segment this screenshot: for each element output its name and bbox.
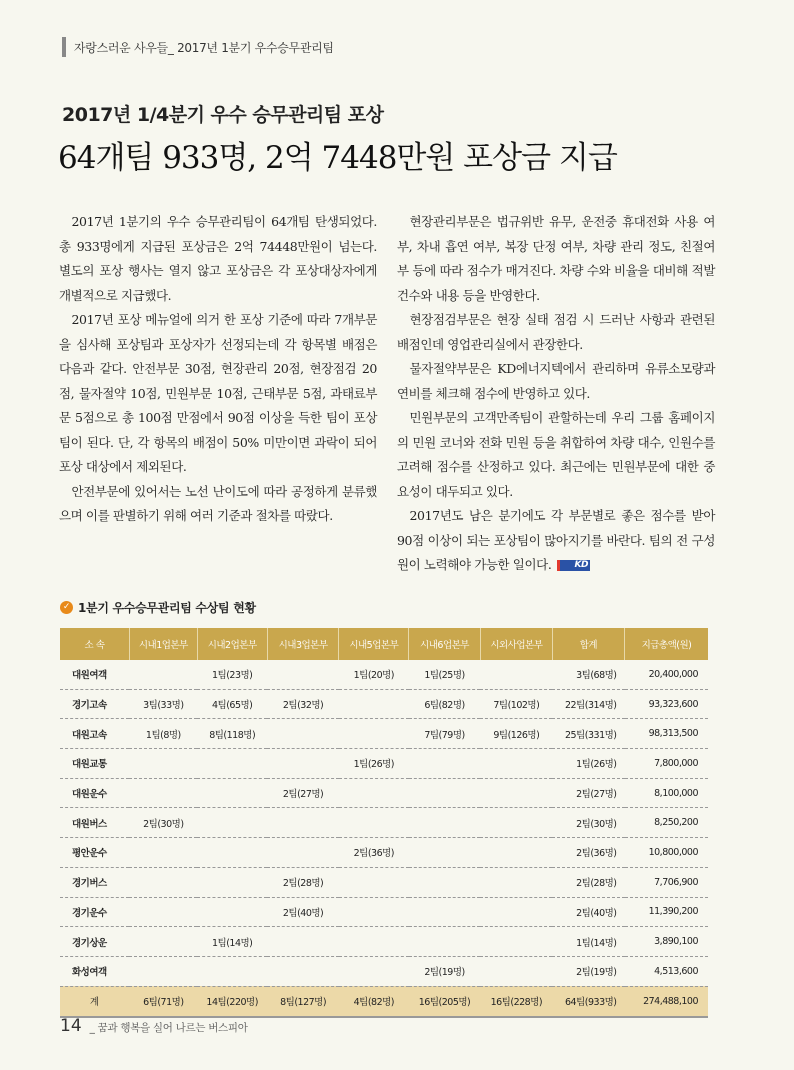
table-cell: 2팀(32명) (267, 689, 339, 719)
row-label-cell: 대원버스 (60, 808, 129, 838)
table-cell: 1팀(20명) (339, 660, 409, 689)
table-cell: 7,800,000 (625, 749, 708, 779)
table-cell: 7팀(79명) (409, 719, 481, 749)
table-cell: 7팀(102명) (480, 689, 552, 719)
table-cell: 1팀(8명) (129, 719, 197, 749)
table-cell (339, 956, 409, 986)
table-cell: 8팀(127명) (267, 986, 339, 1017)
table-cell: 6팀(71명) (129, 986, 197, 1017)
table-cell: 2팀(28명) (267, 867, 339, 897)
table-cell: 4팀(65명) (197, 689, 267, 719)
table-total-row (60, 986, 708, 1017)
paragraph: 2017년 1분기의 우수 승무관리팀이 64개팀 탄생되었다. 총 933명에게 지급된 포상금은 2억 74448만원이 넘는다. 별도의 포상 행사는 열지 않고 포상금은 각 포상대상자에게 개별적으로 지급했다. (59, 214, 377, 303)
table-row (60, 660, 708, 689)
table-row (60, 897, 708, 927)
paragraph: 물자절약부문은 KD에너지텍에서 관리하며 유류소모량과 연비를 체크해 점수에 반영하고 있다. (397, 361, 715, 401)
header-cell: 지급총액(원) (625, 628, 708, 660)
table-cell (339, 778, 409, 808)
table-cell (409, 927, 481, 957)
table-cell (197, 778, 267, 808)
table-cell (267, 927, 339, 957)
table-cell (267, 719, 339, 749)
table-row (60, 808, 708, 838)
kd-logo-icon: KD (557, 560, 590, 571)
table-cell (409, 778, 481, 808)
table-cell: 14팀(220명) (197, 986, 267, 1017)
table-cell (339, 808, 409, 838)
row-label-cell: 평안운수 (60, 838, 129, 868)
table-cell (267, 956, 339, 986)
check-circle-icon: ✓ (60, 601, 73, 614)
table-cell (339, 897, 409, 927)
paragraph: 현장관리부문은 법규위반 유무, 운전중 휴대전화 사용 여부, 차내 흡연 여부, 복장 단정 여부, 차량 관리 정도, 친절여부 등에 따라 점수가 매겨진다. 차량 수와 비율을 대비해 적발 건수와 내용 등을 반영한다. (397, 214, 715, 303)
row-label-cell: 계 (60, 986, 129, 1017)
table-cell: 274,488,100 (625, 986, 708, 1017)
row-label-cell: 경기운수 (60, 897, 129, 927)
table-cell: 16팀(228명) (480, 986, 552, 1017)
header-cell: 시내2업본부 (197, 628, 267, 660)
table-row (60, 689, 708, 719)
table-cell (129, 897, 197, 927)
table-row (60, 749, 708, 779)
table-cell (480, 897, 552, 927)
table-cell: 20,400,000 (625, 660, 708, 689)
table-cell: 3팀(33명) (129, 689, 197, 719)
table-cell (129, 867, 197, 897)
table-cell: 2팀(19명) (552, 956, 624, 986)
header-cell: 시외사업본부 (480, 628, 552, 660)
section-label: 자랑스러운 사우들_ 2017년 1분기 우수승무관리팀 (74, 40, 334, 55)
table-cell (480, 749, 552, 779)
table-cell: 2팀(36명) (552, 838, 624, 868)
table-row (60, 838, 708, 868)
paragraph: 안전부문에 있어서는 노선 난이도에 따라 공정하게 분류했으며 이를 판별하기 위해 여러 기준과 절차를 따랐다. (59, 483, 377, 523)
section-header (62, 37, 334, 57)
article-subtitle: 2017년 1/4분기 우수 승무관리팀 포상 (62, 104, 384, 126)
table-caption (60, 599, 256, 616)
table-cell (480, 927, 552, 957)
table-cell: 1팀(26명) (339, 749, 409, 779)
table-cell: 8팀(118명) (197, 719, 267, 749)
table-cell (129, 749, 197, 779)
row-label-cell: 대원고속 (60, 719, 129, 749)
table-row (60, 778, 708, 808)
table-cell: 22팀(314명) (552, 689, 624, 719)
table-cell (129, 927, 197, 957)
award-table (60, 628, 708, 1018)
table-cell (197, 838, 267, 868)
table-cell (409, 749, 481, 779)
table-cell: 2팀(19명) (409, 956, 481, 986)
table-cell (480, 956, 552, 986)
table-cell: 1팀(14명) (197, 927, 267, 957)
table-row (60, 956, 708, 986)
table-cell: 2팀(36명) (339, 838, 409, 868)
table-cell: 16팀(205명) (409, 986, 481, 1017)
table-cell: 1팀(14명) (552, 927, 624, 957)
article-column-left (59, 210, 377, 529)
row-label-cell: 대원운수 (60, 778, 129, 808)
table-cell (129, 778, 197, 808)
page-number: 14 (60, 1016, 82, 1036)
table-cell: 7,706,900 (625, 867, 708, 897)
table-row (60, 867, 708, 897)
header-cell: 시내5업본부 (339, 628, 409, 660)
table-cell (480, 867, 552, 897)
table-cell: 1팀(26명) (552, 749, 624, 779)
page-footer (60, 1016, 248, 1036)
table-cell: 25팀(331명) (552, 719, 624, 749)
article-title: 64개팀 933명, 2억 7448만원 포상금 지급 (58, 140, 617, 176)
table-cell (339, 867, 409, 897)
row-label-cell: 경기고속 (60, 689, 129, 719)
table-cell (339, 689, 409, 719)
table-cell (197, 956, 267, 986)
paragraph-text: 2017년도 남은 분기에도 각 부문별로 좋은 점수를 받아 90점 이상이 되는 포상팀이 많아지기를 바란다. 팀의 전 구성원이 노력해야 가능한 일이다. (397, 508, 715, 572)
table-cell: 2팀(40명) (552, 897, 624, 927)
paragraph (397, 504, 715, 578)
table-caption-text: 1분기 우수승무관리팀 수상팀 현황 (78, 601, 256, 615)
row-label-cell: 대원교통 (60, 749, 129, 779)
table-cell (409, 808, 481, 838)
table-cell: 4,513,600 (625, 956, 708, 986)
table-cell (267, 838, 339, 868)
table-header-row (60, 628, 708, 660)
table-cell: 11,390,200 (625, 897, 708, 927)
header-marker (62, 37, 66, 57)
table-cell (197, 749, 267, 779)
table-cell (197, 867, 267, 897)
table-cell (409, 838, 481, 868)
table-cell: 64팀(933명) (552, 986, 624, 1017)
table-cell (339, 719, 409, 749)
table-cell: 2팀(30명) (552, 808, 624, 838)
table-cell: 8,100,000 (625, 778, 708, 808)
table-cell: 3,890,100 (625, 927, 708, 957)
paragraph: 민원부문의 고객만족팀이 관할하는데 우리 그룹 홈페이지의 민원 코너와 전화 민원 등을 취합하여 차량 대수, 인원수를 고려해 점수를 산정하고 있다. 최근에는 민원부문에 대한 중요성이 대두되고 있다. (397, 410, 715, 499)
table-cell (197, 808, 267, 838)
header-cell: 합계 (552, 628, 624, 660)
table-cell (480, 660, 552, 689)
table-cell: 2팀(30명) (129, 808, 197, 838)
table-row (60, 927, 708, 957)
table-cell (480, 808, 552, 838)
table-cell (129, 838, 197, 868)
table-cell: 93,323,600 (625, 689, 708, 719)
table-cell: 2팀(28명) (552, 867, 624, 897)
table-cell: 4팀(82명) (339, 986, 409, 1017)
table-cell: 6팀(82명) (409, 689, 481, 719)
table-cell (480, 838, 552, 868)
row-label-cell: 화성여객 (60, 956, 129, 986)
table-cell (267, 749, 339, 779)
row-label-cell: 경기상운 (60, 927, 129, 957)
paragraph: 2017년 포상 메뉴얼에 의거 한 포상 기준에 따라 7개부문을 심사해 포상팀과 포상자가 선정되는데 각 항목별 배점은 다음과 같다. 안전부문 30점, 현장관리 20점, 현장점검 20점, 물자절약 10점, 민원부문 10점, 근태부문 5점, 과태료부문 5점으로 총 100점 만점에서 90점 이상을 득한 팀이 포상팀이 된다. 단, 각 항목의 배점이 50% 미만이면 과락이 되어 포상 대상에서 제외된다. (59, 312, 377, 474)
table-cell (409, 867, 481, 897)
table-cell: 2팀(40명) (267, 897, 339, 927)
table-cell: 3팀(68명) (552, 660, 624, 689)
table-cell (480, 778, 552, 808)
table-cell: 8,250,200 (625, 808, 708, 838)
table-cell: 98,313,500 (625, 719, 708, 749)
row-label-cell: 대원여객 (60, 660, 129, 689)
table-cell (129, 660, 197, 689)
paragraph: 현장점검부문은 현장 실태 점검 시 드러난 사항과 관련된 배점인데 영업관리실에서 관장한다. (397, 312, 715, 352)
table-cell: 9팀(126명) (480, 719, 552, 749)
table-body (60, 660, 708, 1017)
table-cell (267, 808, 339, 838)
table-cell: 1팀(25명) (409, 660, 481, 689)
table-cell: 2팀(27명) (267, 778, 339, 808)
table-cell: 10,800,000 (625, 838, 708, 868)
table-cell (409, 897, 481, 927)
header-cell: 소 속 (60, 628, 129, 660)
article-column-right (397, 210, 715, 578)
table-cell (339, 927, 409, 957)
footer-tagline: _ 꿈과 행복을 실어 나르는 버스피아 (89, 1022, 248, 1034)
table-cell: 1팀(23명) (197, 660, 267, 689)
row-label-cell: 경기버스 (60, 867, 129, 897)
table-cell (129, 956, 197, 986)
header-cell: 시내3업본부 (267, 628, 339, 660)
table-row (60, 719, 708, 749)
table-cell (267, 660, 339, 689)
table-cell (197, 897, 267, 927)
header-cell: 시내6업본부 (409, 628, 481, 660)
table-cell: 2팀(27명) (552, 778, 624, 808)
header-cell: 시내1업본부 (129, 628, 197, 660)
